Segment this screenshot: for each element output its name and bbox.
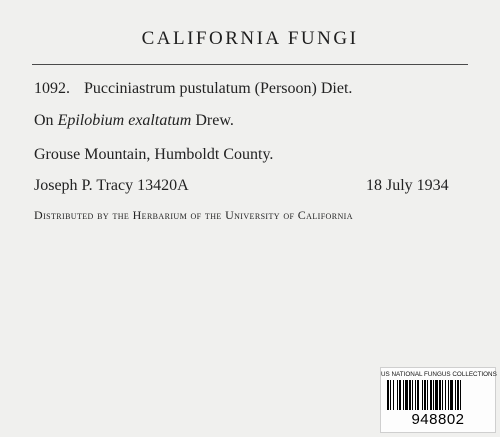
specimen-number: 1092. [34,80,70,97]
host-prefix: On [34,112,54,129]
barcode-sticker [380,367,496,433]
species-line [34,80,352,98]
locality-line: Grouse Mountain, Humboldt County. [34,146,274,163]
host-author: Drew. [195,112,234,129]
species-name: Pucciniastrum pustulatum (Persoon) Diet. [84,80,353,97]
collector-line: Joseph P. Tracy 13420A [34,177,189,194]
host-name: Epilobium exaltatum [57,112,192,129]
host-line [34,112,234,130]
barcode-number: 948802 [411,411,465,428]
barcode-bars [387,380,489,410]
collection-title: CALIFORNIA FUNGI [141,28,359,49]
distribution-line: Distributed by the Herbarium of the University of California [34,208,353,222]
barcode-title: US NATIONAL FUNGUS COLLECTIONS [381,371,497,378]
title-divider [32,64,468,65]
collection-date: 18 July 1934 [366,177,449,194]
